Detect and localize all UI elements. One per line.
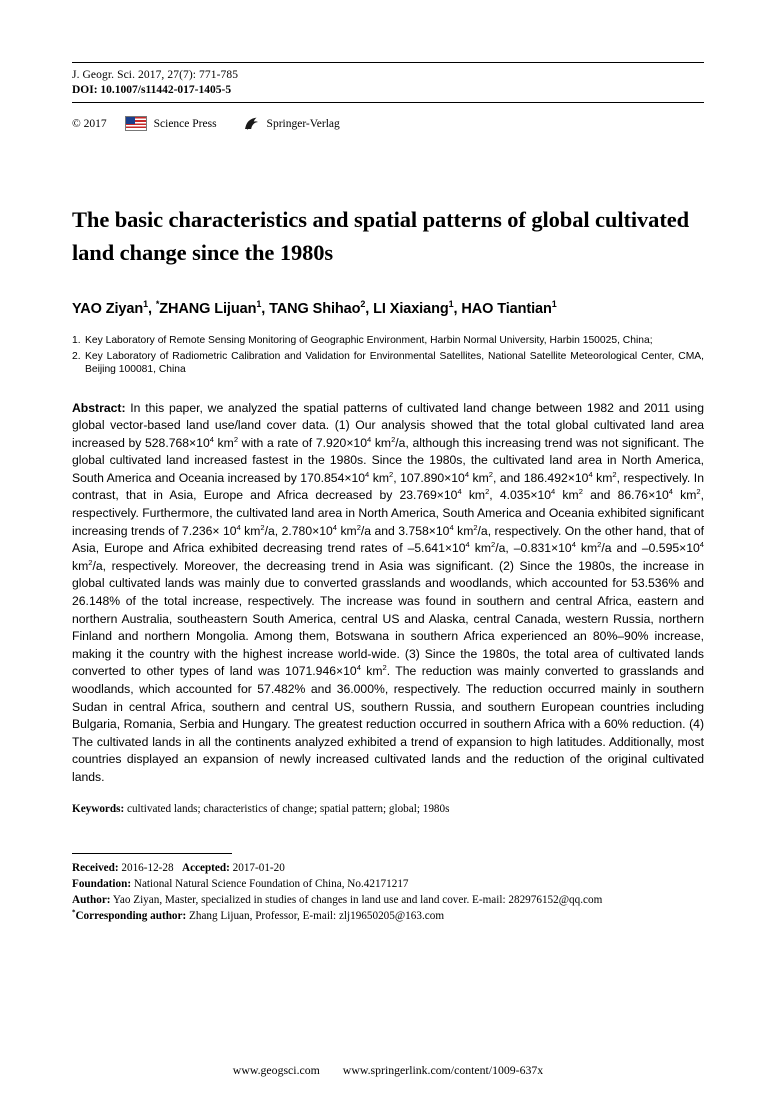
- footnotes: [72, 861, 704, 925]
- footer-links: [0, 1063, 776, 1078]
- keywords-label: Keywords:: [72, 802, 125, 815]
- abstract-paragraph: [72, 400, 704, 787]
- author-list: YAO Ziyan$^1$, *ZHANG Lijuan$^1$, TANG Shihao$^2$, LI Xiaxiang$^1$, HAO Tiantian$^1$: [72, 299, 557, 317]
- author-value: Yao Ziyan, Master, specialized in studies of changes in land use and land cover. E-mail: 282976152@qq.com: [110, 893, 603, 906]
- accepted-value: 2017-01-20: [232, 861, 285, 874]
- affiliation-item: [72, 334, 704, 348]
- footnote-corresponding-author: [72, 909, 704, 925]
- press-name: Science Press: [153, 117, 217, 130]
- footnote-dates: [72, 861, 704, 877]
- corresponding-author-value: Zhang Lijuan, Professor, E-mail: zlj19650205@163.com: [186, 909, 445, 922]
- affiliation-text: Key Laboratory of Radiometric Calibration and Validation for Environmental Satellites, National Satellite Meteorological Center, CMA, Beijing 100081, China: [85, 350, 704, 375]
- abstract-text: In this paper, we analyzed the spatial patterns of cultivated land change between 1982 and 2011 using global vector-based land use/land cover data. (1) Our analysis showed that the total global cultivated land area increased by $528.768\times 10^4$ $km^2$ with a rate of $7.920\times 10^4$ $km^2/a$, although this increasing trend was not significant. The global cultivated land increased fastest in the 1980s. Since the 1980s, the cultivated land area in North America, South America and Oceania increased by $170.854\times 10^4$ $km^2$, $107.890\times 10^4$ $km^2$, and $186.492\times 10^4$ $km^2$, respectively. In contrast, that in Asia, Europe and Africa decreased by $23.769\times 10^4$ $km^2$, $4.035\times 10^4$ $km^2$ and $86.76\times 10^4$ $km^2$, respectively. Furthermore, the cultivated land area in North America, South America and Oceania exhibited significant increasing trends of $7.236\times 10^4$ $km^2/a$, $2.780\times 10^4$ $km^2/a$ and $3.758\times 10^4$ $km^2/a$, respectively. On the other hand, that of Asia, Europe and Africa exhibited decreasing trend rates of $-5.641\times 10^4$ $km^2/a$, $-0.831\times 10^4$ $km^2/a$ and $-0.595\times 10^4$ $km^2/a$, respectively. Moreover, the decreasing trend in Asia was significant. (2) Since the 1980s, the increase in global cultivated lands was mainly due to converted grasslands and woodlands, which accounted for 53.536% and 26.148% of the total increase, respectively. The increase was found in southern and central Africa, eastern and northern Australia, southeastern South America, central US and Alaska, central Canada, western Russia, northern Finland and northern Mongolia. Among them, Botswana in southern Africa experienced an 80%–90% increase, making it the country with the highest increase world-wide. (3) Since the 1980s, the total area of cultivated lands converted to other types of land was $1071.946\times 10^4$ $km^2$. The reduction was mainly converted to grasslands and woodlands, which accounted for 57.482% and 36.000%, respectively. The reduction occurred mainly in southern Sudan in central Africa, southern and central US, southern Russia, and southern European countries including Bulgaria, Romania, Serbia and Hungary. The greatest reduction occurred in southern Africa with a 60% reduction. (4) The cultivated lands in all the continents analyzed exhibited a trend of expansion to high latitudes. Additionally, most countries displayed an expansion of newly increased cultivated lands and the reduction of the original cultivated lands.: [72, 400, 704, 784]
- masthead-rule-bottom: [72, 102, 704, 103]
- publisher-name: Springer-Verlag: [266, 117, 340, 130]
- masthead: [72, 0, 704, 131]
- accepted-label: Accepted:: [181, 861, 230, 874]
- foundation-value: National Natural Science Foundation of China, No.42171217: [131, 877, 409, 890]
- abstract-label: Abstract:: [72, 400, 126, 415]
- journal-citation: J. Geogr. Sci. 2017, 27(7): 771-785: [72, 69, 239, 81]
- affiliation-number: 1.: [72, 335, 81, 346]
- footnote-rule: [72, 853, 232, 854]
- corresponding-author-label: *Corresponding author:: [72, 907, 187, 922]
- affiliation-text: Key Laboratory of Remote Sensing Monitoring of Geographic Environment, Harbin Normal University, Harbin 150025, China;: [85, 335, 653, 346]
- science-press-flag-icon: [125, 116, 147, 131]
- foundation-label: Foundation:: [72, 877, 132, 890]
- masthead-rule-top: [72, 62, 704, 63]
- received-value: 2016-12-28: [121, 861, 174, 874]
- affiliation-number: 2.: [72, 350, 81, 362]
- page-title: The basic characteristics and spatial patterns of global cultivated land change since the 1980s: [72, 207, 690, 265]
- keywords-line: [72, 802, 704, 817]
- received-label: Received:: [72, 861, 119, 874]
- footnote-foundation: [72, 877, 704, 893]
- publisher-row: [72, 116, 704, 131]
- springer-horse-icon: [243, 116, 260, 131]
- affiliations: [72, 334, 704, 377]
- footer-link-geogsci[interactable]: www.geogsci.com: [232, 1063, 320, 1077]
- author-label: Author:: [72, 893, 111, 906]
- doi-line: DOI: 10.1007/s11442-017-1405-5: [72, 84, 232, 96]
- footer-link-springerlink[interactable]: www.springerlink.com/content/1009-637x: [342, 1063, 544, 1077]
- copyright-text: © 2017: [72, 117, 107, 130]
- footnote-author: [72, 893, 704, 909]
- affiliation-item: [72, 350, 704, 377]
- keywords-text: cultivated lands; characteristics of change; spatial pattern; global; 1980s: [124, 802, 450, 815]
